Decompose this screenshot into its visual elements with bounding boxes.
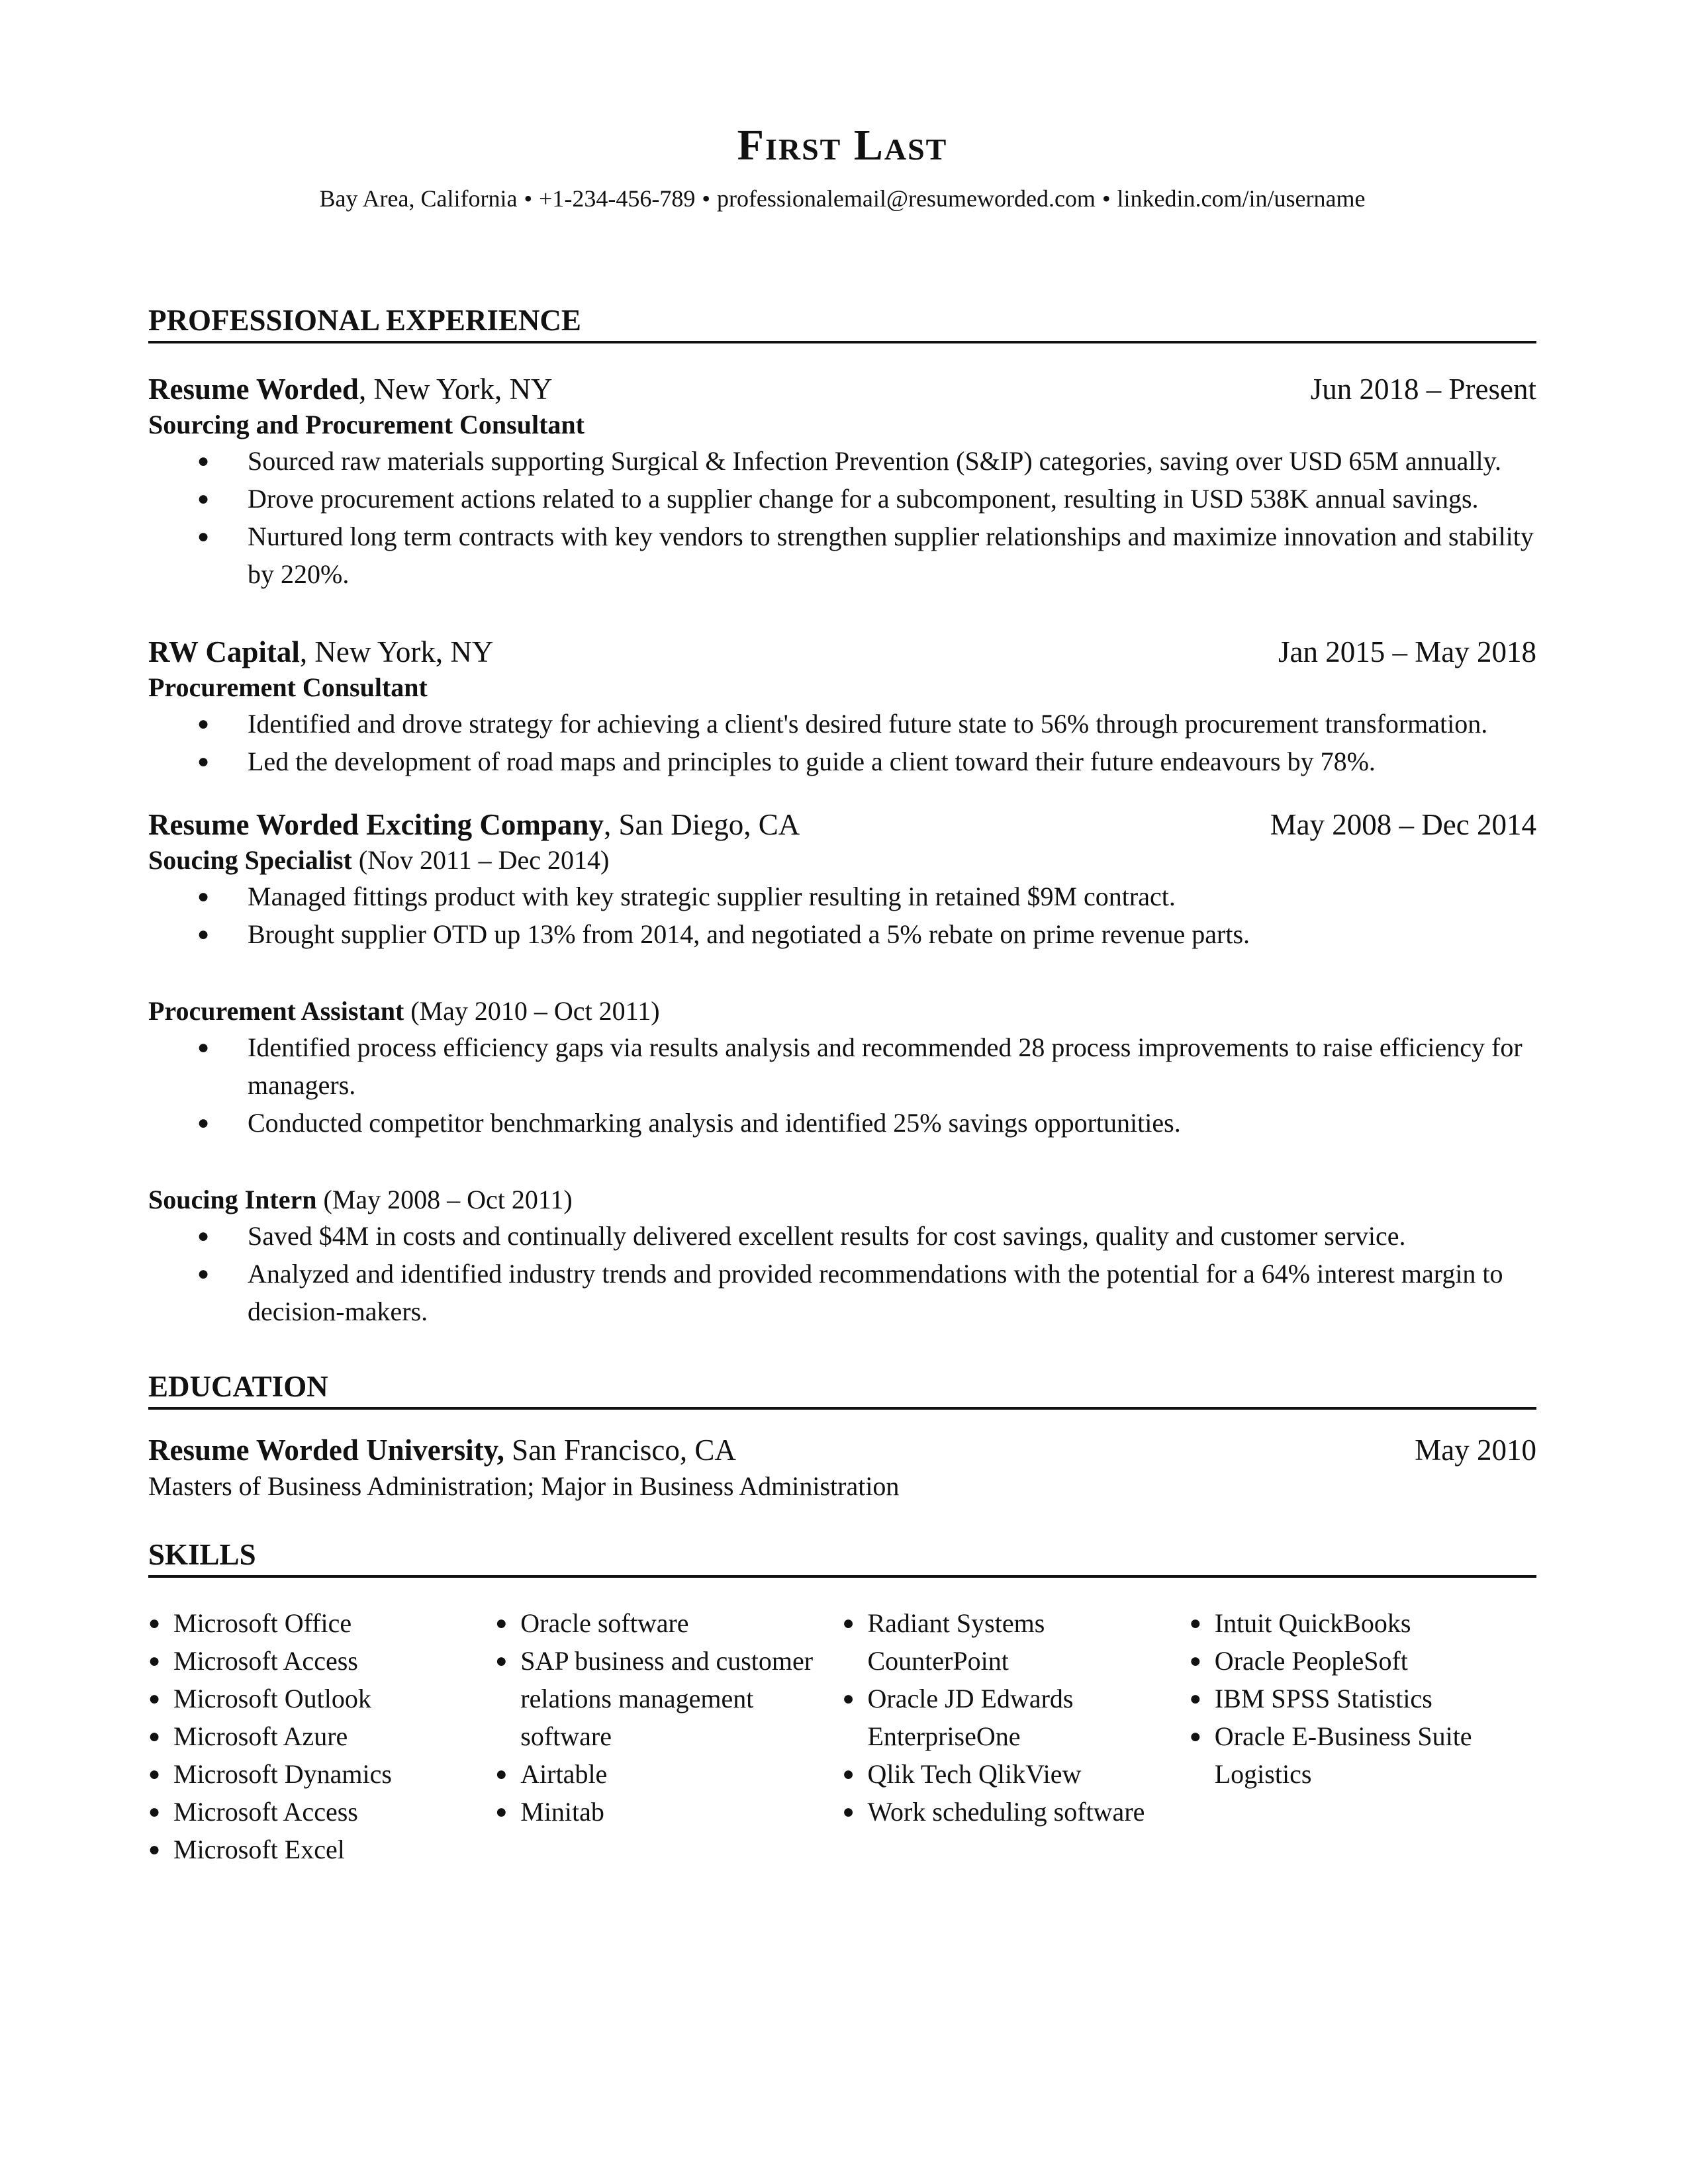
job-role: Soucing Intern — [148, 1184, 317, 1214]
bullet-list — [148, 705, 1536, 780]
job-entry — [148, 371, 1536, 593]
education-header — [148, 1432, 1536, 1469]
skills-section — [148, 1538, 1536, 1868]
role-period: (May 2010 – Oct 2011) — [404, 995, 660, 1026]
skill-item: ● Oracle PeopleSoft — [1190, 1642, 1536, 1680]
skill-item: ● Oracle software — [495, 1604, 842, 1642]
job-dates: Jun 2018 – Present — [1310, 373, 1536, 406]
bullet-list — [148, 878, 1536, 953]
skill-item: ● SAP business and customer relations management software — [495, 1642, 842, 1755]
job-role: Sourcing and Procurement Consultant — [148, 410, 585, 440]
bullet-item: ● Led the development of road maps and principles to guide a client toward their future endeavours by 78%. — [148, 743, 1536, 780]
skill-item: ● Radiant Systems CounterPoint — [843, 1604, 1190, 1680]
role-line — [148, 843, 1536, 878]
skills-heading: SKILLS — [148, 1538, 1536, 1578]
sub-role-entry — [148, 1183, 1536, 1330]
skill-item: ● Oracle E-Business Suite Logistics — [1190, 1717, 1536, 1793]
role-line — [148, 670, 1536, 705]
role-period: (May 2008 – Oct 2011) — [316, 1184, 573, 1214]
contact-linkedin: linkedin.com/in/username — [1117, 185, 1366, 212]
job-role: Soucing Specialist — [148, 844, 352, 875]
role-line — [148, 408, 1536, 442]
school-name: Resume Worded University, — [148, 1433, 504, 1467]
job-employer — [148, 807, 800, 843]
job-dates: May 2008 – Dec 2014 — [1270, 807, 1536, 841]
education-section — [148, 1370, 1536, 1506]
job-header — [148, 807, 1536, 843]
bullet-list — [148, 442, 1536, 593]
role-period: (Nov 2011 – Dec 2014) — [352, 844, 610, 875]
role-line — [148, 994, 1536, 1028]
bullet-item: ● Identified process efficiency gaps via results analysis and recommended 28 process improvements to raise efficiency for managers. — [148, 1028, 1536, 1104]
skills-grid — [148, 1604, 1536, 1868]
skill-item: ● Microsoft Access — [148, 1642, 495, 1680]
skill-item: ● Work scheduling software — [843, 1793, 1190, 1831]
skill-item: ● Microsoft Dynamics — [148, 1755, 495, 1793]
company-name: RW Capital — [148, 635, 300, 669]
company-name: Resume Worded — [148, 373, 359, 406]
skill-item: ● IBM SPSS Statistics — [1190, 1680, 1536, 1717]
skill-item: ● Qlik Tech QlikView — [843, 1755, 1190, 1793]
bullet-item: ● Managed fittings product with key strategic supplier resulting in retained $9M contract. — [148, 878, 1536, 915]
bullet-item: ● Conducted competitor benchmarking analysis and identified 25% savings opportunities. — [148, 1104, 1536, 1142]
contact-separator: • — [1102, 185, 1111, 212]
contact-location: Bay Area, California — [319, 185, 518, 212]
skill-item: ● Microsoft Outlook — [148, 1680, 495, 1717]
contact-separator: • — [702, 185, 710, 212]
skills-column — [495, 1604, 842, 1868]
bullet-item: ● Drove procurement actions related to a supplier change for a subcomponent, resulting in USD 538K annual savings. — [148, 480, 1536, 518]
job-entry — [148, 807, 1536, 1330]
bullet-item: ● Saved $4M in costs and continually delivered excellent results for cost savings, quality and customer service. — [148, 1217, 1536, 1255]
contact-separator: • — [524, 185, 533, 212]
bullet-item: ● Nurtured long term contracts with key vendors to strengthen supplier relationships and maximize innovation and stability by 220%. — [148, 518, 1536, 593]
job-role: Procurement Assistant — [148, 995, 404, 1026]
skill-item: ● Microsoft Azure — [148, 1717, 495, 1755]
skills-column — [843, 1604, 1190, 1868]
experience-heading: PROFESSIONAL EXPERIENCE — [148, 304, 1536, 343]
bullet-item: ● Analyzed and identified industry trends and provided recommendations with the potential for a 64% interest margin to decision-makers. — [148, 1255, 1536, 1330]
job-employer — [148, 634, 493, 670]
skill-item: ● Oracle JD Edwards EnterpriseOne — [843, 1680, 1190, 1755]
bullet-item: ● Sourced raw materials supporting Surgical & Infection Prevention (S&IP) categories, saving over USD 65M annually. — [148, 442, 1536, 480]
company-location: , San Diego, CA — [603, 807, 800, 841]
job-role: Procurement Consultant — [148, 672, 428, 702]
skill-item: ● Microsoft Access — [148, 1793, 495, 1831]
experience-section — [148, 304, 1536, 1330]
contact-phone: +1-234-456-789 — [539, 185, 696, 212]
sub-role-entry — [148, 843, 1536, 953]
bullet-list — [148, 1028, 1536, 1142]
company-location: , New York, NY — [299, 635, 494, 669]
bullet-item: ● Brought supplier OTD up 13% from 2014, and negotiated a 5% rebate on prime revenue parts. — [148, 915, 1536, 953]
degree: Masters of Business Administration; Major in Business Administration — [148, 1471, 900, 1502]
skill-item: ● Airtable — [495, 1755, 842, 1793]
company-name: Resume Worded Exciting Company — [148, 807, 604, 841]
skill-item: ● Minitab — [495, 1793, 842, 1831]
school-location: San Francisco, CA — [504, 1433, 736, 1467]
bullet-list — [148, 1217, 1536, 1330]
job-header — [148, 371, 1536, 408]
contact-email: professionalemail@resumeworded.com — [716, 185, 1096, 212]
skill-item: ● Intuit QuickBooks — [1190, 1604, 1536, 1642]
school-line — [148, 1432, 736, 1469]
candidate-name: First Last — [737, 121, 948, 169]
company-location: , New York, NY — [358, 373, 553, 406]
job-dates: Jan 2015 – May 2018 — [1278, 635, 1536, 669]
job-employer — [148, 371, 552, 408]
education-entry — [148, 1432, 1536, 1506]
role-line — [148, 1183, 1536, 1217]
skill-item: ● Microsoft Excel — [148, 1831, 495, 1868]
skills-column — [1190, 1604, 1536, 1868]
contact-line — [148, 183, 1536, 214]
education-heading: EDUCATION — [148, 1370, 1536, 1410]
skill-item: ● Microsoft Office — [148, 1604, 495, 1642]
skills-column — [148, 1604, 495, 1868]
sub-role-entry — [148, 994, 1536, 1142]
bullet-item: ● Identified and drove strategy for achieving a client's desired future state to 56% through procurement transformation. — [148, 705, 1536, 743]
job-header — [148, 634, 1536, 670]
job-entry — [148, 634, 1536, 780]
graduation-date: May 2010 — [1415, 1433, 1536, 1467]
